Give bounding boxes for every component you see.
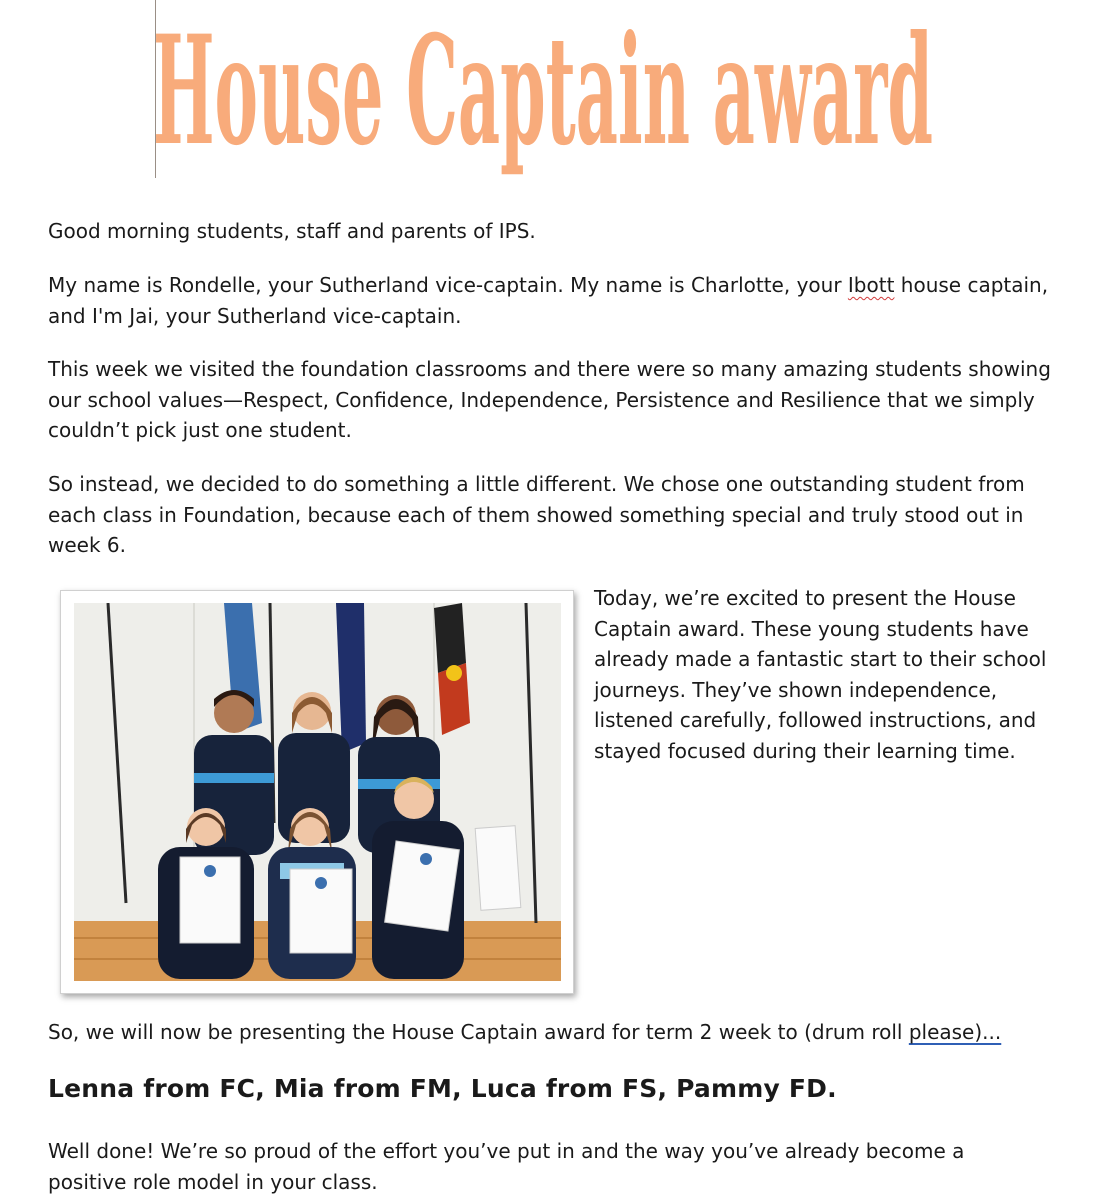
presenting-paragraph xyxy=(48,1017,1058,1048)
spellcheck-flagged-word[interactable]: Ibott xyxy=(847,273,895,297)
photo-frame xyxy=(60,590,574,994)
title-text: House Captain award xyxy=(153,8,933,179)
title-heading xyxy=(150,8,950,188)
visit-paragraph: This week we visited the foundation classrooms and there were so many amazing students showing our school values—Respect, Confidence, Independence, Persistence and Resilience that we simply couldn’t pick just one student. xyxy=(48,357,1051,442)
students-photo xyxy=(74,603,561,981)
presenting-text: So, we will now be presenting the House Captain award for term 2 week to (drum roll xyxy=(48,1020,909,1044)
intro-text-b: house captain, and I'm Jai, your Sutherland vice-captain. xyxy=(48,273,1049,328)
please-link[interactable]: please)... xyxy=(908,1020,1002,1044)
intro-text-a: My name is Rondelle, your Sutherland vice-captain. My name is Charlotte, your xyxy=(48,273,848,297)
winners-heading: Lenna from FC, Mia from FM, Luca from FS, Pammy FD. xyxy=(48,1074,837,1103)
greeting-paragraph: Good morning students, staff and parents of IPS. xyxy=(48,219,536,243)
closing-paragraph: Well done! We’re so proud of the effort you’ve put in and the way you’ve already become a positive role model in your class. xyxy=(48,1139,965,1194)
instead-paragraph: So instead, we decided to do something a little different. We chose one outstanding student from each class in Foundation, because each of them showed something special and truly stood out in week 6. xyxy=(48,472,1025,557)
intro-paragraph xyxy=(48,270,1058,331)
today-paragraph: Today, we’re excited to present the House Captain award. These young students have already made a fantastic start to their school journeys. They’ve shown independence, listened carefully, followed instructions, and stayed focused during their learning time. xyxy=(594,586,1047,763)
